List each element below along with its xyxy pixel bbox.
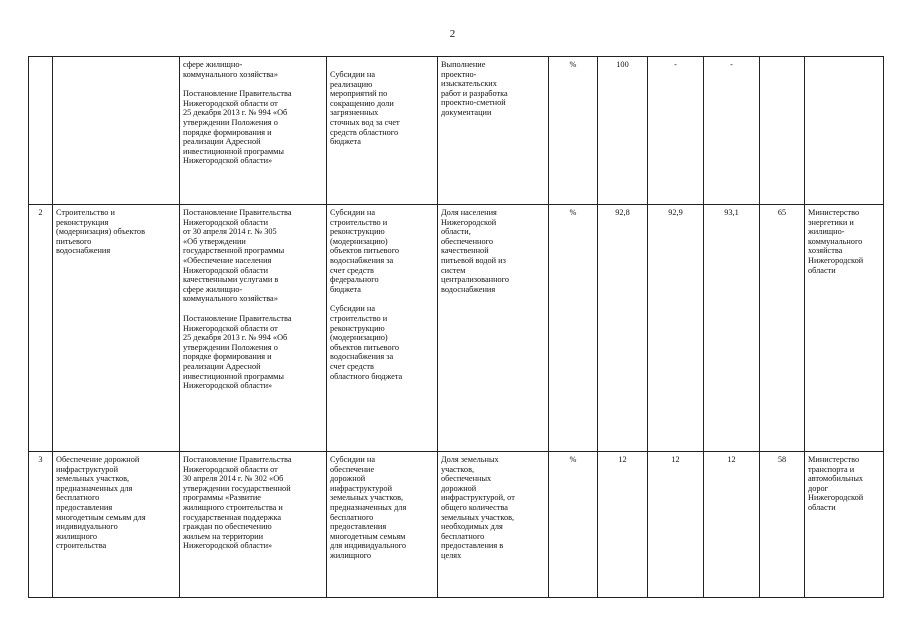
row-name [53,57,180,205]
table-row [29,452,884,598]
page-number: 2 [449,28,456,40]
indicator-cell: Выполнение проектно- изыскательских работ и разработка проектно-сметной документации [438,57,549,205]
row-number: 3 [29,452,53,598]
row-number: 2 [29,205,53,452]
value-cell: - [648,57,704,205]
subsidy-text: Субсидии на обеспечение дорожной инфраструктурой земельных участков, предназначенных для бесплатного предоставления многодетным семьям для индивидуального жилищного [330,455,407,560]
value-cell: 93,1 [704,205,760,452]
legal-act: сфере жилищно- коммунального хозяйства» [183,60,278,79]
row-number [29,57,53,205]
program-table [28,56,884,598]
unit-cell: % [549,452,598,598]
value-cell: 92,8 [598,205,648,452]
weight-cell [760,57,805,205]
weight-cell: 58 [760,452,805,598]
legal-acts-cell [180,57,327,205]
indicator-cell: Доля земельных участков, обеспеченных дорожной инфраструктурой, от общего количества земельных участков, необходимых для бесплатного предоставления в целях [438,452,549,598]
value-cell: 100 [598,57,648,205]
row-name: Обеспечение дорожной инфраструктурой земельных участков, предназначенных для бесплатного предоставления многодетным семьям для индивидуального жилищного строительства [53,452,180,598]
table-row [29,57,884,205]
weight-cell: 65 [760,205,805,452]
executor-cell: Министерство энергетики и жилищно- коммунального хозяйства Нижегородской области [805,205,884,452]
table-row [29,205,884,452]
value-cell: 12 [598,452,648,598]
legal-act: Постановление Правительства Нижегородской области от 25 декабря 2013 г. № 994 «Об утверждении Положения о порядке формирования и реализации Адресной инвестиционной программы Нижегородской области» [183,313,292,391]
unit-cell: % [549,57,598,205]
legal-act: Постановление Правительства Нижегородской области от 30 апреля 2014 г. № 305 «Об утверждении государственной программы «Обеспечение населения Нижегородской области качественными услугами в сфере жилищно- коммунального хозяйства» [183,208,292,304]
legal-acts-cell [180,205,327,452]
subsidy-text: Субсидии на строительство и реконструкцию (модернизацию) объектов питьевого водоснабжения за счет средств областного бюджета [330,304,403,381]
subsidy-text: Субсидии на реализацию мероприятий по сокращению доли загрязненных сточных вод за счет средств областного бюджета [330,70,400,147]
row-name: Строительство и реконструкция (модернизация) объектов питьевого водоснабжения [53,205,180,452]
executor-cell [805,57,884,205]
value-cell: 12 [648,452,704,598]
unit-cell: % [549,205,598,452]
legal-act: Постановление Правительства Нижегородской области от 30 апреля 2014 г. № 302 «Об утверждении государственной программы «Развитие жилищного строительства и государственная поддержка граждан по обеспечению жильем на территории Нижегородской области» [183,455,292,551]
subsidies-cell [327,205,438,452]
subsidies-cell [327,57,438,205]
value-cell: 12 [704,452,760,598]
legal-act: Постановление Правительства Нижегородской области от 25 декабря 2013 г. № 994 «Об утверждении Положения о порядке формирования и реализации Адресной инвестиционной программы Нижегородской области» [183,89,292,166]
value-cell: 92,9 [648,205,704,452]
legal-acts-cell [180,452,327,598]
indicator-cell: Доля населения Нижегородской области, обеспеченного качественной питьевой водой из систем централизованного водоснабжения [438,205,549,452]
subsidy-text: Субсидии на строительство и реконструкцию (модернизацию) объектов питьевого водоснабжения за счет средств федерального бюджета [330,208,400,294]
executor-cell: Министерство транспорта и автомобильных дорог Нижегородской области [805,452,884,598]
value-cell: - [704,57,760,205]
subsidies-cell [327,452,438,598]
